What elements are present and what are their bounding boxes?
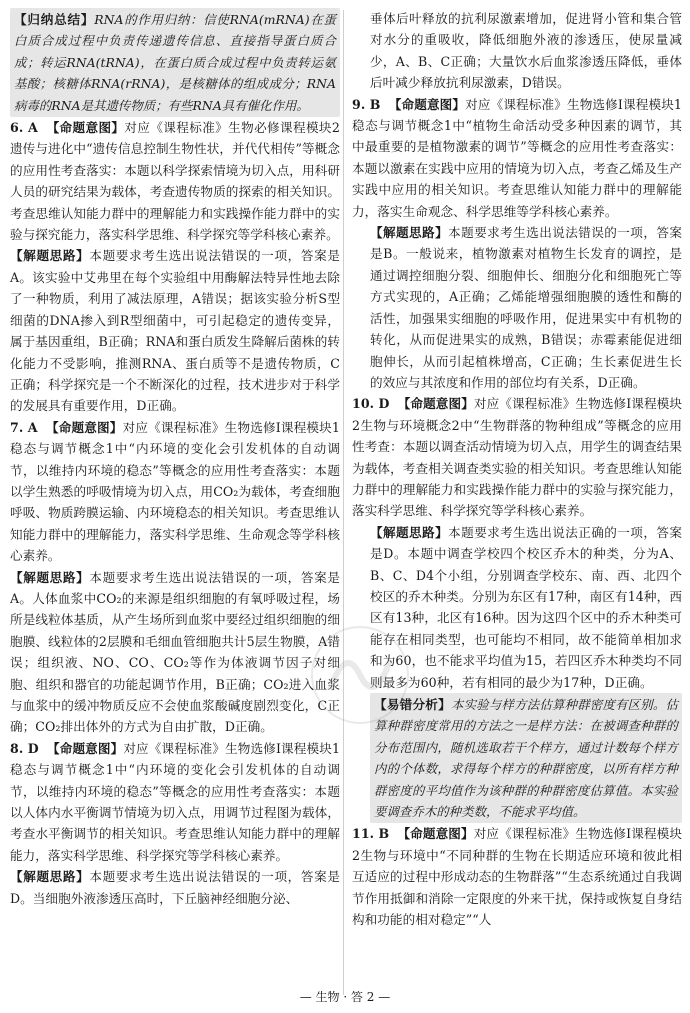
q9-solution-text: 本题要求考生选出说法错误的一项，答案是B。一般说来，植物激素对植物生长发育的调控，是通过调控细胞分裂、细胞伸长、细胞分化和细胞死亡等方式实现的，A正确；乙烯能增强细胞膜的透性和酶的活性，加强果实细胞的呼吸作用，促进果实中有机物的转化，从而促进果实的成熟，B错误；赤霉素能促进细胞伸长，从而引起植株增高，C正确；生长素促进生长的效应与其浓度和作用的部位均有关系，D正确。 <box>370 225 682 390</box>
q6-solution <box>10 245 340 416</box>
q6-solution-tag: 【解题思路】 <box>10 248 90 264</box>
q9-solution <box>352 222 682 393</box>
q9-solution-tag: 【解题思路】 <box>370 225 449 241</box>
error-analysis-box <box>370 693 682 823</box>
q7-intent <box>10 417 340 567</box>
q10-head: 10. D <box>352 396 390 412</box>
q7-solution-text: 本题要求考生选出说法错误的一项，答案是A。人体血浆中CO₂的来源是组织细胞的有氧呼吸过程，场所是线粒体基质，从产生场所到血浆中要经过组织细胞的细胞膜、线粒体的2层膜和毛细血管细胞共计5层生物膜，A错误；组织液、NO、CO、CO₂等作为体液调节因子对细胞、组织和器官的功能起调节作用，B正确；CO₂进入血浆与血浆中的缓冲物质反应不会使血浆酸碱度剧烈变化，C正确；CO₂排出体外的方式为自由扩散，D正确。 <box>10 569 340 735</box>
q9-intent-tag: 【命题意图】 <box>388 96 466 112</box>
q6-intent-tag: 【命题意图】 <box>46 120 125 136</box>
summary-tag: 【归纳总结】 <box>14 12 95 27</box>
q11-intent <box>352 823 682 930</box>
q11-intent-text: 对应《课程标准》生物选修Ⅰ课程模块2生物与环境中“不同种群的生物在长期适应环境和彼此相互适应的过程中形成动态的生物群落”“生态系统通过自我调节作用抵御和消除一定限度的外来干扰，保持或恢复自身结构和功能的相对稳定”“人 <box>352 826 682 928</box>
q6-intent-text: 对应《课程标准》生物必修课程模块2遗传与进化中“遗传信息控制生物性状，并代代相传”等概念的应用性考查落实：本题以科学探索情境为切入点，用科研人员的研究结果为载体，考查遗传物质的探索的相关知识。考查思维认知能力群中的理解能力和实践操作能力群中的实验与探究能力，落实科学思维、科学探究等学科核心素养。 <box>10 120 340 243</box>
q10-solution-text: 本题要求考生选出说法正确的一项，答案是D。本题中调查学校四个校区乔木的种类，分为A、B、C、D4个小组，分别调查学校东、南、西、北四个校区的乔木种类。分别为东区有17种，南区有14种，西区有13种，北区有16种。因为这四个区中的乔木种类可能存在相同类型，也可能均不相同，故不能简单相加求和为60，也不能求平均值为15，若四区乔木种类均不同则最多为60种，若有相同的最少为17种，D正确。 <box>370 524 682 690</box>
left-column <box>10 8 340 909</box>
summary-box <box>10 8 340 117</box>
q7-head: 7. A <box>10 419 38 435</box>
q6-solution-text: 本题要求考生选出说法错误的一项，答案是A。该实验中艾弗里在每个实验组中用酶解法特异性地去除了一种物质，利用了减法原理，A错误；据该实验分析S型细菌的DNA掺入到R型细菌中，可引起稳定的遗传变异，属于基因重组，B正确；RNA和蛋白质发生降解后菌株的转化能力不受影响，推测RNA、蛋白质等不是遗传物质，C正确；科学探究是一个不断深化的过程，技术进步对于科学的发展具有重要作用，D正确。 <box>10 248 340 414</box>
right-column <box>352 8 682 930</box>
q8-intent-text: 对应《课程标准》生物选修Ⅰ课程模块1稳态与调节概念1中“内环境的变化会引发机体的自动调节，以维持内环境的稳态”等概念的应用性考查落实：本题以人体内水平衡调节情境为切入点，用调节过程图为载体，考查水平衡调节的相关知识。考查思维认知能力群中的理解能力，落实科学思维、科学探究等学科核心素养。 <box>10 740 341 863</box>
q9-intent <box>352 94 682 222</box>
q7-intent-text: 对应《课程标准》生物选修Ⅰ课程模块1稳态与调节概念1中“内环境的变化会引发机体的自动调节，以维持内环境的稳态”等概念的应用性考查落实：本题以学生熟悉的呼吸情境为切入点，用CO₂为载体，考查细胞呼吸、物质跨膜运输、内环境稳态的相关知识。考查思维认知能力群中的理解能力，落实科学思维、生命观念等学科核心素养。 <box>10 419 340 564</box>
q6-intent <box>10 117 340 245</box>
q8-intent-tag: 【命题意图】 <box>47 740 124 756</box>
error-analysis-tag: 【易错分析】 <box>374 697 451 712</box>
column-divider <box>343 10 344 995</box>
q7-solution <box>10 567 340 738</box>
q9-intent-text: 对应《课程标准》生物选修Ⅰ课程模块1稳态与调节概念1中“植物生命活动受多种因素的调节，其中最重要的是植物激素的调节”等概念的应用性考查落实：本题以激素在实践中应用的情境为切入点，考查乙烯及生产实践中应用的相关知识。考查思维认知能力群中的理解能力，落实生命观念、科学思维等学科核心素养。 <box>352 96 682 219</box>
q11-head: 11. B <box>352 826 390 842</box>
q8-solution-text: 本题要求考生选出说法错误的一项，答案是D。当细胞外液渗透压高时，下丘脑神经细胞分泌、 <box>10 869 340 906</box>
q10-intent-tag: 【命题意图】 <box>397 396 474 412</box>
q10-intent-text: 对应《课程标准》生物选修Ⅰ课程模块2生物与环境概念2中“生物群落的物种组成”等概念的应用性考查：本题以调查活动情境为切入点，用学生的调查结果为载体，考查相关调查类实验的相关知识。考查思维认知能力群中的理解能力和实践操作能力群中的实验与探究能力，落实科学思维、科学探究等学科核心素养。 <box>352 396 682 519</box>
q6-head: 6. A <box>10 120 38 136</box>
q7-intent-tag: 【命题意图】 <box>45 419 123 435</box>
q10-intent <box>352 393 682 521</box>
q8-continuation: 垂体后叶释放的抗利尿激素增加，促进肾小管和集合管对水分的重吸收，降低细胞外液的渗透压，使尿量减少，A、B、C正确；大量饮水后血浆渗透压降低，垂体后叶减少释放抗利尿激素，D错误。 <box>370 11 682 91</box>
page-footer: — 生物 · 答 2 — <box>299 990 391 1004</box>
q11-intent-tag: 【命题意图】 <box>397 826 474 842</box>
q9-head: 9. B <box>352 96 381 112</box>
q8-intent <box>10 738 340 866</box>
q10-solution <box>352 522 682 693</box>
error-analysis-text: 本实验与样方法估算种群密度有区别。估算种群密度常用的方法之一是样方法：在被调查种群的分布范围内，随机选取若干个样方，通过计数每个样方内的个体数，求得每个样方的种群密度，以所有样方种群密度的平均值作为该种群的种群密度估算值。本实验要调查乔木的种类数，不能求平均值。 <box>374 697 678 820</box>
q7-solution-tag: 【解题思路】 <box>10 569 90 585</box>
q8-head: 8. D <box>10 740 39 756</box>
q10-box-wrap <box>352 693 682 823</box>
q8-solution <box>10 866 340 909</box>
summary-text: RNA的作用归纳：信使RNA(mRNA)在蛋白质合成过程中负责传递遗传信息、直接指导蛋白质合成；转运RNA(tRNA)，在蛋白质合成过程中负责转运氨基酸；核糖体RNA(rRNA)，是核糖体的组成成分；RNA病毒的RNA是其遗传物质；有些RNA具有催化作用。 <box>14 12 337 113</box>
q10-solution-tag: 【解题思路】 <box>370 524 449 540</box>
q8-solution-tag: 【解题思路】 <box>10 869 90 885</box>
